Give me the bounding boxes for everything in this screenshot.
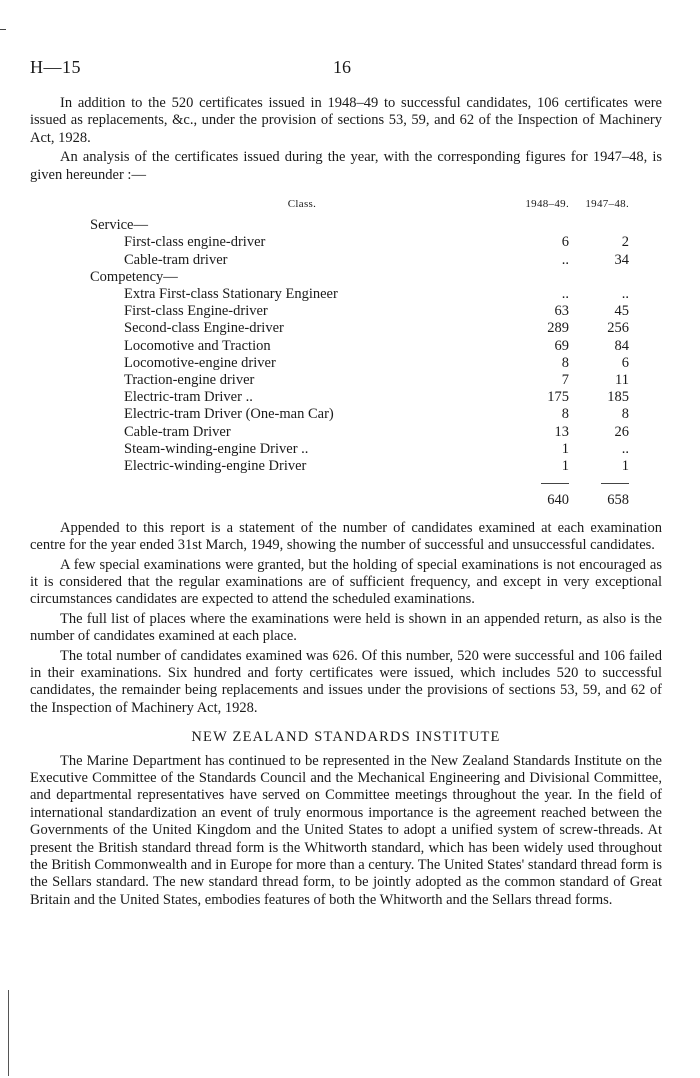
table-row [90,389,629,406]
cell-1948: 6 [561,234,569,251]
cell-1948: 7 [561,372,569,389]
table-row [90,286,629,303]
table-row [90,441,629,458]
cell-1948: 13 [554,423,569,440]
row-label: Electric-winding-engine Driver [124,458,307,475]
cell-1947: 84 [614,337,629,354]
cell-1947: 45 [614,303,629,320]
total-rule [601,483,629,484]
cell-1948: 175 [547,389,569,406]
cell-1947: .. [621,286,629,303]
cell-1948: 63 [554,303,569,320]
row-label: Electric-tram Driver (One-man Car) [124,406,334,423]
table-row [90,338,629,355]
row-label: Second-class Engine-driver [124,320,284,337]
table-row [90,252,629,269]
row-label: Extra First-class Stationary Engineer [124,286,338,303]
cell-1948: .. [561,286,569,303]
cell-1948: 289 [547,320,569,337]
row-label: First-class engine-driver [124,234,266,251]
total-rule [541,483,569,484]
cell-1948: 8 [561,354,569,371]
paragraph: A few special examinations were granted, but the holding of special examinations is not encouraged as it is considered that the regular examinations are of sufficient frequency, and except in very exceptional circumstances candidates are expected to attend the scheduled examinations. [30,556,662,608]
paragraph: An analysis of the certificates issued during the year, with the corresponding figures for 1947–48, is given hereunder :— [30,149,662,183]
table-row [90,320,629,337]
table-row [90,424,629,441]
column-header-1948: 1948–49. [525,198,569,211]
paragraph: The Marine Department has continued to be represented in the New Zealand Standards Institute on the Executive Committee of the Standards Council and the Mechanical Engineering and Divisional Committee, and departmental representatives have served on Committee meetings throughout the year. In the field of international standardization an event of truly enormous importance is the agreement reached between the Governments of the United Kingdom and the United States to adopt a unified system of screw-threads. At present the British standard thread form is the Whitworth standard, which has been widely used throughout the British Commonwealth and in Europe for more than a century. The United States' standard thread form is the Sellars standard. The new standard thread form, to be jointly adopted as the common standard of Great Britain and the United States, embodies features of both the Whitworth and the Sellars thread forms. [30,752,662,908]
row-label: Cable-tram Driver [124,423,231,440]
table-total-row [90,492,629,509]
total-1947: 658 [607,492,629,509]
cell-1947: 185 [607,389,629,406]
group-label: Competency— [90,268,178,285]
row-label: Locomotive-engine driver [124,354,276,371]
table-row [90,355,629,372]
table-row [90,234,629,251]
corner-mark [0,29,6,30]
cell-1947: 2 [621,234,629,251]
table-group-row [90,217,629,234]
cell-1947: 256 [607,320,629,337]
paragraph: Appended to this report is a statement of the number of candidates examined at each examination centre for the year ended 31st March, 1949, showing the number of successful and unsuccessful candidates. [30,519,662,554]
table-row [90,406,629,423]
paragraph: The total number of candidates examined was 626. Of this number, 520 were successful and 106 failed in their examinations. Six hundred and forty certificates were issued, which includes 520 to successful candidates, the remainder being replacements and issues under the provisions of sections 53, 59, and 62 of the Inspection of Machinery Act, 1928. [30,647,662,716]
cell-1947: 11 [615,372,629,389]
column-header-1947: 1947–48. [585,198,629,211]
row-label: Locomotive and Traction [124,337,271,354]
total-rule-row [90,475,629,492]
row-label: Electric-tram Driver .. [124,389,253,406]
group-label: Service— [90,217,148,234]
table-row [90,458,629,475]
page-number: 16 [333,57,351,77]
row-label: Steam-winding-engine Driver .. [124,440,309,457]
paragraph: The full list of places where the examinations were held is shown in an appended return, as also is the number of candidates examined at each place. [30,610,662,645]
cell-1948: 1 [561,458,569,475]
row-label: First-class Engine-driver [124,303,268,320]
cell-1948: .. [561,251,569,268]
cell-1947: 8 [621,406,629,423]
cell-1948: 8 [561,406,569,423]
document-code: H—15 [30,57,81,77]
cell-1948: 1 [561,440,569,457]
cell-1947: 26 [614,423,629,440]
cell-1947: 34 [614,251,629,268]
cell-1947: 6 [621,354,629,371]
cell-1948: 69 [554,337,569,354]
document-body [30,95,662,911]
column-header-class: Class. [287,198,317,211]
row-label: Traction-engine driver [124,372,255,389]
paragraph: In addition to the 520 certificates issued in 1948–49 to successful candidates, 106 certificates were issued as replacements, &c., under the provision of sections 53, 59, and 62 of the Inspection of Machinery Act, 1928. [30,95,662,146]
cell-1947: .. [621,440,629,457]
margin-line [8,990,9,1076]
table-group-row [90,269,629,286]
section-heading: NEW ZEALAND STANDARDS INSTITUTE [191,729,501,746]
row-label: Cable-tram driver [124,251,228,268]
total-1948: 640 [547,492,569,509]
certificates-table [90,196,629,510]
table-row [90,372,629,389]
table-row [90,303,629,320]
table-header-row [90,196,629,217]
cell-1947: 1 [621,458,629,475]
